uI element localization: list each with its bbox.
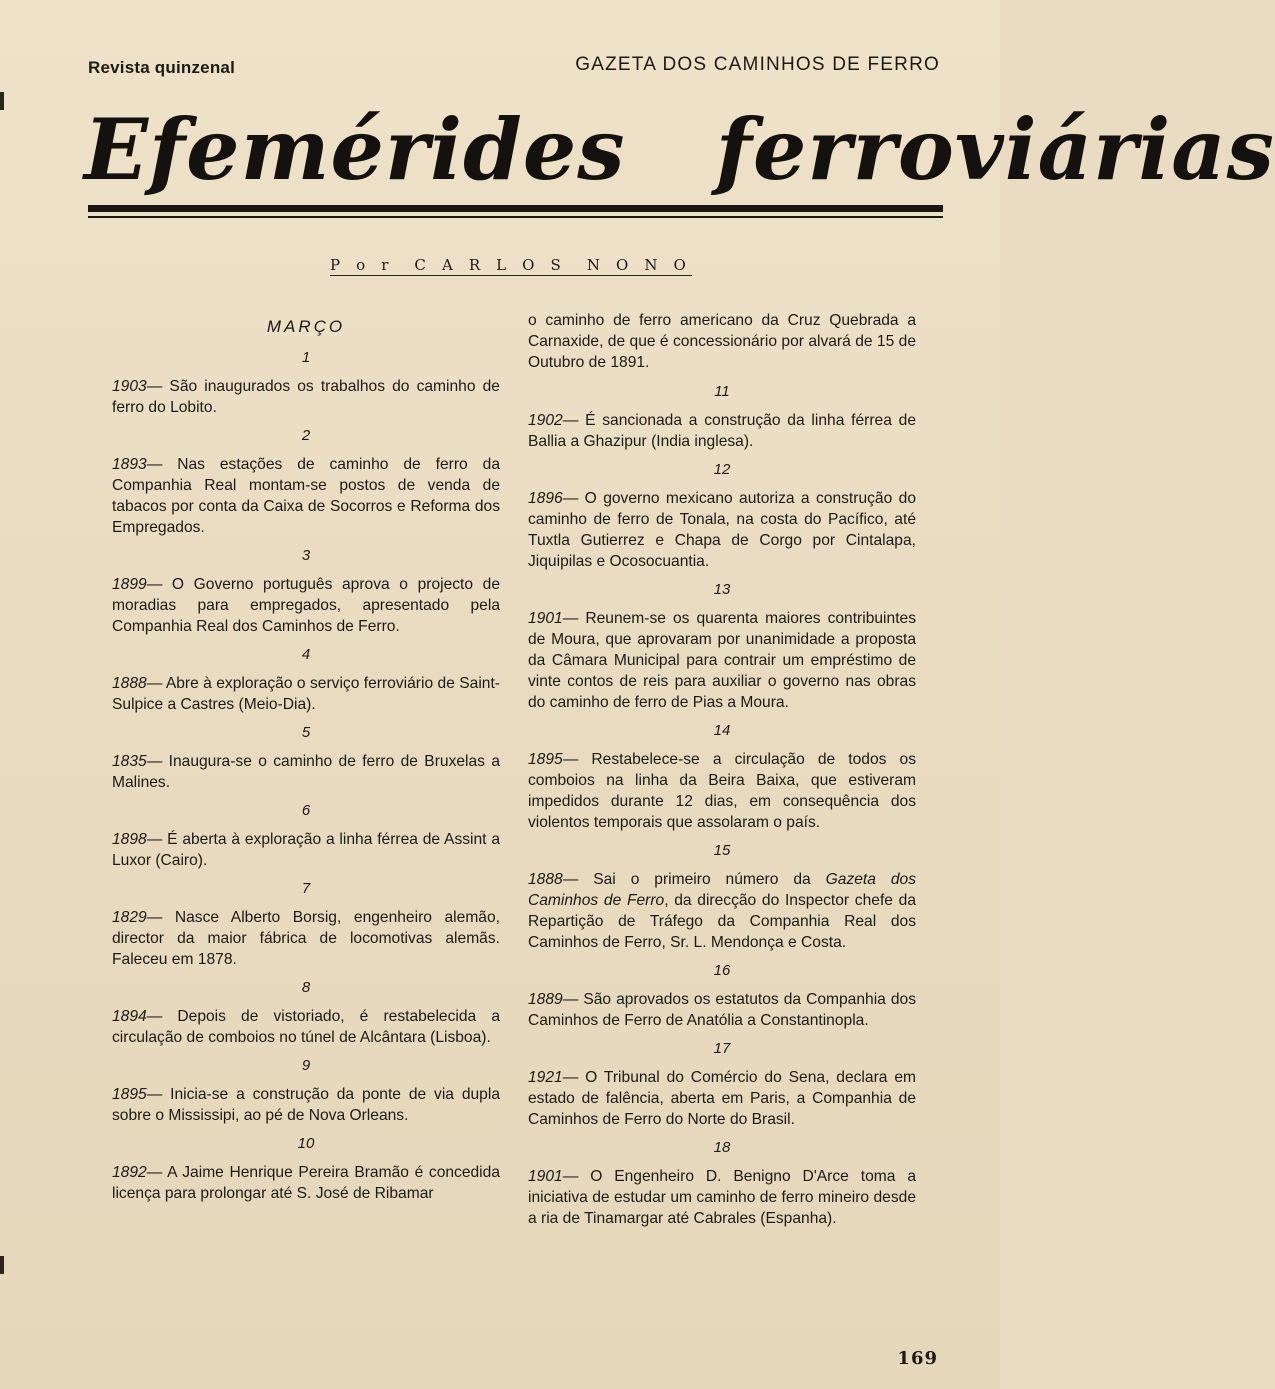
day-number: 5 [301, 724, 311, 741]
entry-text: — É aberta à exploração a linha férrea de Assint a Luxor (Cairo). [112, 831, 500, 869]
day-number: 17 [713, 1040, 731, 1057]
entry-year: 1898 [112, 831, 147, 848]
byline-letter: R [468, 256, 487, 274]
day-number: 18 [713, 1139, 731, 1156]
entry-year: 1901 [528, 610, 563, 627]
entry-text: — Nas estações de caminho de ferro da Companhia Real montam-se postos de venda de tabacos por conta da Caixa de Socorros e Reforma dos Empregados. [112, 456, 500, 536]
entry-text: — São inaugurados os trabalhos do caminho de ferro do Lobito. [112, 378, 500, 416]
entry-year: 1901 [528, 1168, 563, 1185]
entry [528, 989, 916, 1031]
entry-year: 1903 [112, 378, 147, 395]
entry [112, 1084, 500, 1126]
day-number: 10 [297, 1135, 315, 1152]
day-number: 14 [713, 722, 731, 739]
entry-text: — O Tribunal do Comércio do Sena, declara em estado de falência, aberta em Paris, a Companhia de Caminhos de Ferro do Norte do Brasil. [528, 1069, 916, 1128]
entry-text: — Nasce Alberto Borsig, engenheiro alemão, director da maior fábrica de locomotivas alemãs. Faleceu em 1878. [112, 909, 500, 968]
day-number: 13 [713, 581, 731, 598]
entry [112, 751, 500, 793]
byline-letter: C [414, 256, 432, 274]
byline-letter: P [330, 256, 347, 274]
entry-year: 1894 [112, 1008, 147, 1025]
entry [528, 749, 916, 833]
entry [112, 1162, 500, 1204]
day-number: 12 [713, 461, 731, 478]
entry [528, 1166, 916, 1229]
title-rule-thick [88, 205, 943, 212]
entry-text: — O governo mexicano autoriza a construção do caminho de ferro de Tonala, na costa do Pacífico, até Tuxtla Gutierrez e Chapa de Corgo por Cintalapa, Jiquipilas e Ocosocuantia. [528, 490, 916, 570]
entry-year: 1896 [528, 490, 563, 507]
entry [528, 488, 916, 572]
entry-year: 1892 [112, 1164, 147, 1181]
entry-text: — Abre à exploração o serviço ferroviário de Saint-Sulpice a Castres (Meio-Dia). [112, 675, 500, 713]
byline [330, 256, 692, 276]
entry-text: , da direcção do Inspector chefe da Repartição de Tráfego da Companhia Real dos Caminhos de Ferro, Sr. L. Mendonça e Costa. [528, 892, 916, 951]
page-title: Efemérides ferroviárias [84, 100, 1275, 199]
entry [112, 574, 500, 637]
month-heading: MARÇO [266, 317, 346, 336]
entry-text: — A Jaime Henrique Pereira Bramão é concedida licença para prolongar até S. José de Ribamar [112, 1164, 500, 1202]
right-column [528, 310, 916, 1229]
entry-text: — O Engenheiro D. Benigno D'Arce toma a iniciativa de estudar um caminho de ferro mineiro desde a ria de Tinamargar até Cabrales (Espanha). [528, 1168, 916, 1227]
entry-text: — Inicia-se a construção da ponte de via dupla sobre o Mississipi, ao pé de Nova Orleans. [112, 1086, 500, 1124]
left-column [112, 310, 500, 1204]
day-number: 4 [301, 646, 311, 663]
byline-letter: O [673, 256, 692, 274]
byline-letter: N [644, 256, 664, 274]
day-number: 16 [713, 962, 731, 979]
entry-year: 1899 [112, 576, 147, 593]
entry-year: 1921 [528, 1069, 563, 1086]
entry-year: 1835 [112, 753, 147, 770]
entry [528, 1067, 916, 1130]
edge-mark [0, 1256, 4, 1274]
entry [528, 410, 916, 452]
byline-letter: N [586, 256, 606, 274]
byline-letter: S [550, 256, 567, 274]
byline-letter: O [615, 256, 635, 274]
entry-year: 1889 [528, 991, 563, 1008]
entry-text: — Depois de vistoriado, é restabelecida a circulação de comboios no túnel de Alcântara (Lisboa). [112, 1008, 500, 1046]
entry-year: 1888 [528, 871, 563, 888]
entry [112, 454, 500, 538]
entry-year: 1895 [528, 751, 563, 768]
entry-text: — Inaugura-se o caminho de ferro de Bruxelas a Malines. [112, 753, 500, 791]
day-number: 1 [301, 349, 311, 366]
day-number: 6 [301, 802, 311, 819]
entry [112, 1006, 500, 1048]
entry [112, 673, 500, 715]
byline-letter: A [441, 256, 459, 274]
entry [112, 907, 500, 970]
day-number: 7 [301, 880, 311, 897]
entry-continuation: o caminho de ferro americano da Cruz Quebrada a Carnaxide, de que é concessionário por alvará de 15 de Outubro de 1891. [528, 312, 916, 371]
entry-year: 1893 [112, 456, 147, 473]
edge-mark [0, 92, 4, 110]
day-number: 11 [714, 383, 730, 400]
day-number: 3 [301, 547, 311, 564]
entry-text: — Reunem-se os quarenta maiores contribuintes de Moura, que aprovaram por unanimidade a proposta da Câmara Municipal para contrair um empréstimo de vinte contos de reis para auxiliar o governo nas obras do caminho de ferro de Pias a Moura. [528, 610, 916, 711]
entry [528, 608, 916, 713]
entry-text: — Sai o primeiro número da [562, 871, 826, 888]
entry-emphasis: Gazeta dos Caminhos de Ferro [528, 871, 916, 909]
day-number: 8 [301, 979, 311, 996]
byline-letter: L [496, 256, 513, 274]
byline-letter: o [356, 256, 372, 274]
entry-year: 1895 [112, 1086, 147, 1103]
entry-year: 1888 [112, 675, 147, 692]
publication-frequency: Revista quinzenal [88, 58, 235, 77]
byline-letter: r [381, 256, 395, 274]
day-number: 15 [713, 842, 731, 859]
entry-text: — É sancionada a construção da linha férrea de Ballia a Ghazipur (India inglesa). [528, 412, 916, 450]
entry-year: 1829 [112, 909, 147, 926]
entry-year: 1902 [528, 412, 563, 429]
publication-name: GAZETA DOS CAMINHOS DE FERRO [575, 54, 940, 75]
entry-text: — São aprovados os estatutos da Companhia dos Caminhos de Ferro de Anatólia a Constantinopla. [528, 991, 916, 1029]
entry [528, 869, 916, 953]
title-rule-thin [88, 216, 943, 218]
entry-text: — O Governo português aprova o projecto de moradias para empregados, apresentado pela Companhia Real dos Caminhos de Ferro. [112, 576, 500, 635]
page-number: 169 [897, 1348, 938, 1369]
entry [112, 829, 500, 871]
day-number: 2 [301, 427, 311, 444]
entry-text: — Restabelece-se a circulação de todos os comboios na linha da Beira Baixa, que estiveram impedidos durante 12 dias, em consequência dos violentos temporais que assolaram o país. [528, 751, 916, 831]
byline-letter: O [522, 256, 541, 274]
day-number: 9 [301, 1057, 311, 1074]
entry [112, 376, 500, 418]
